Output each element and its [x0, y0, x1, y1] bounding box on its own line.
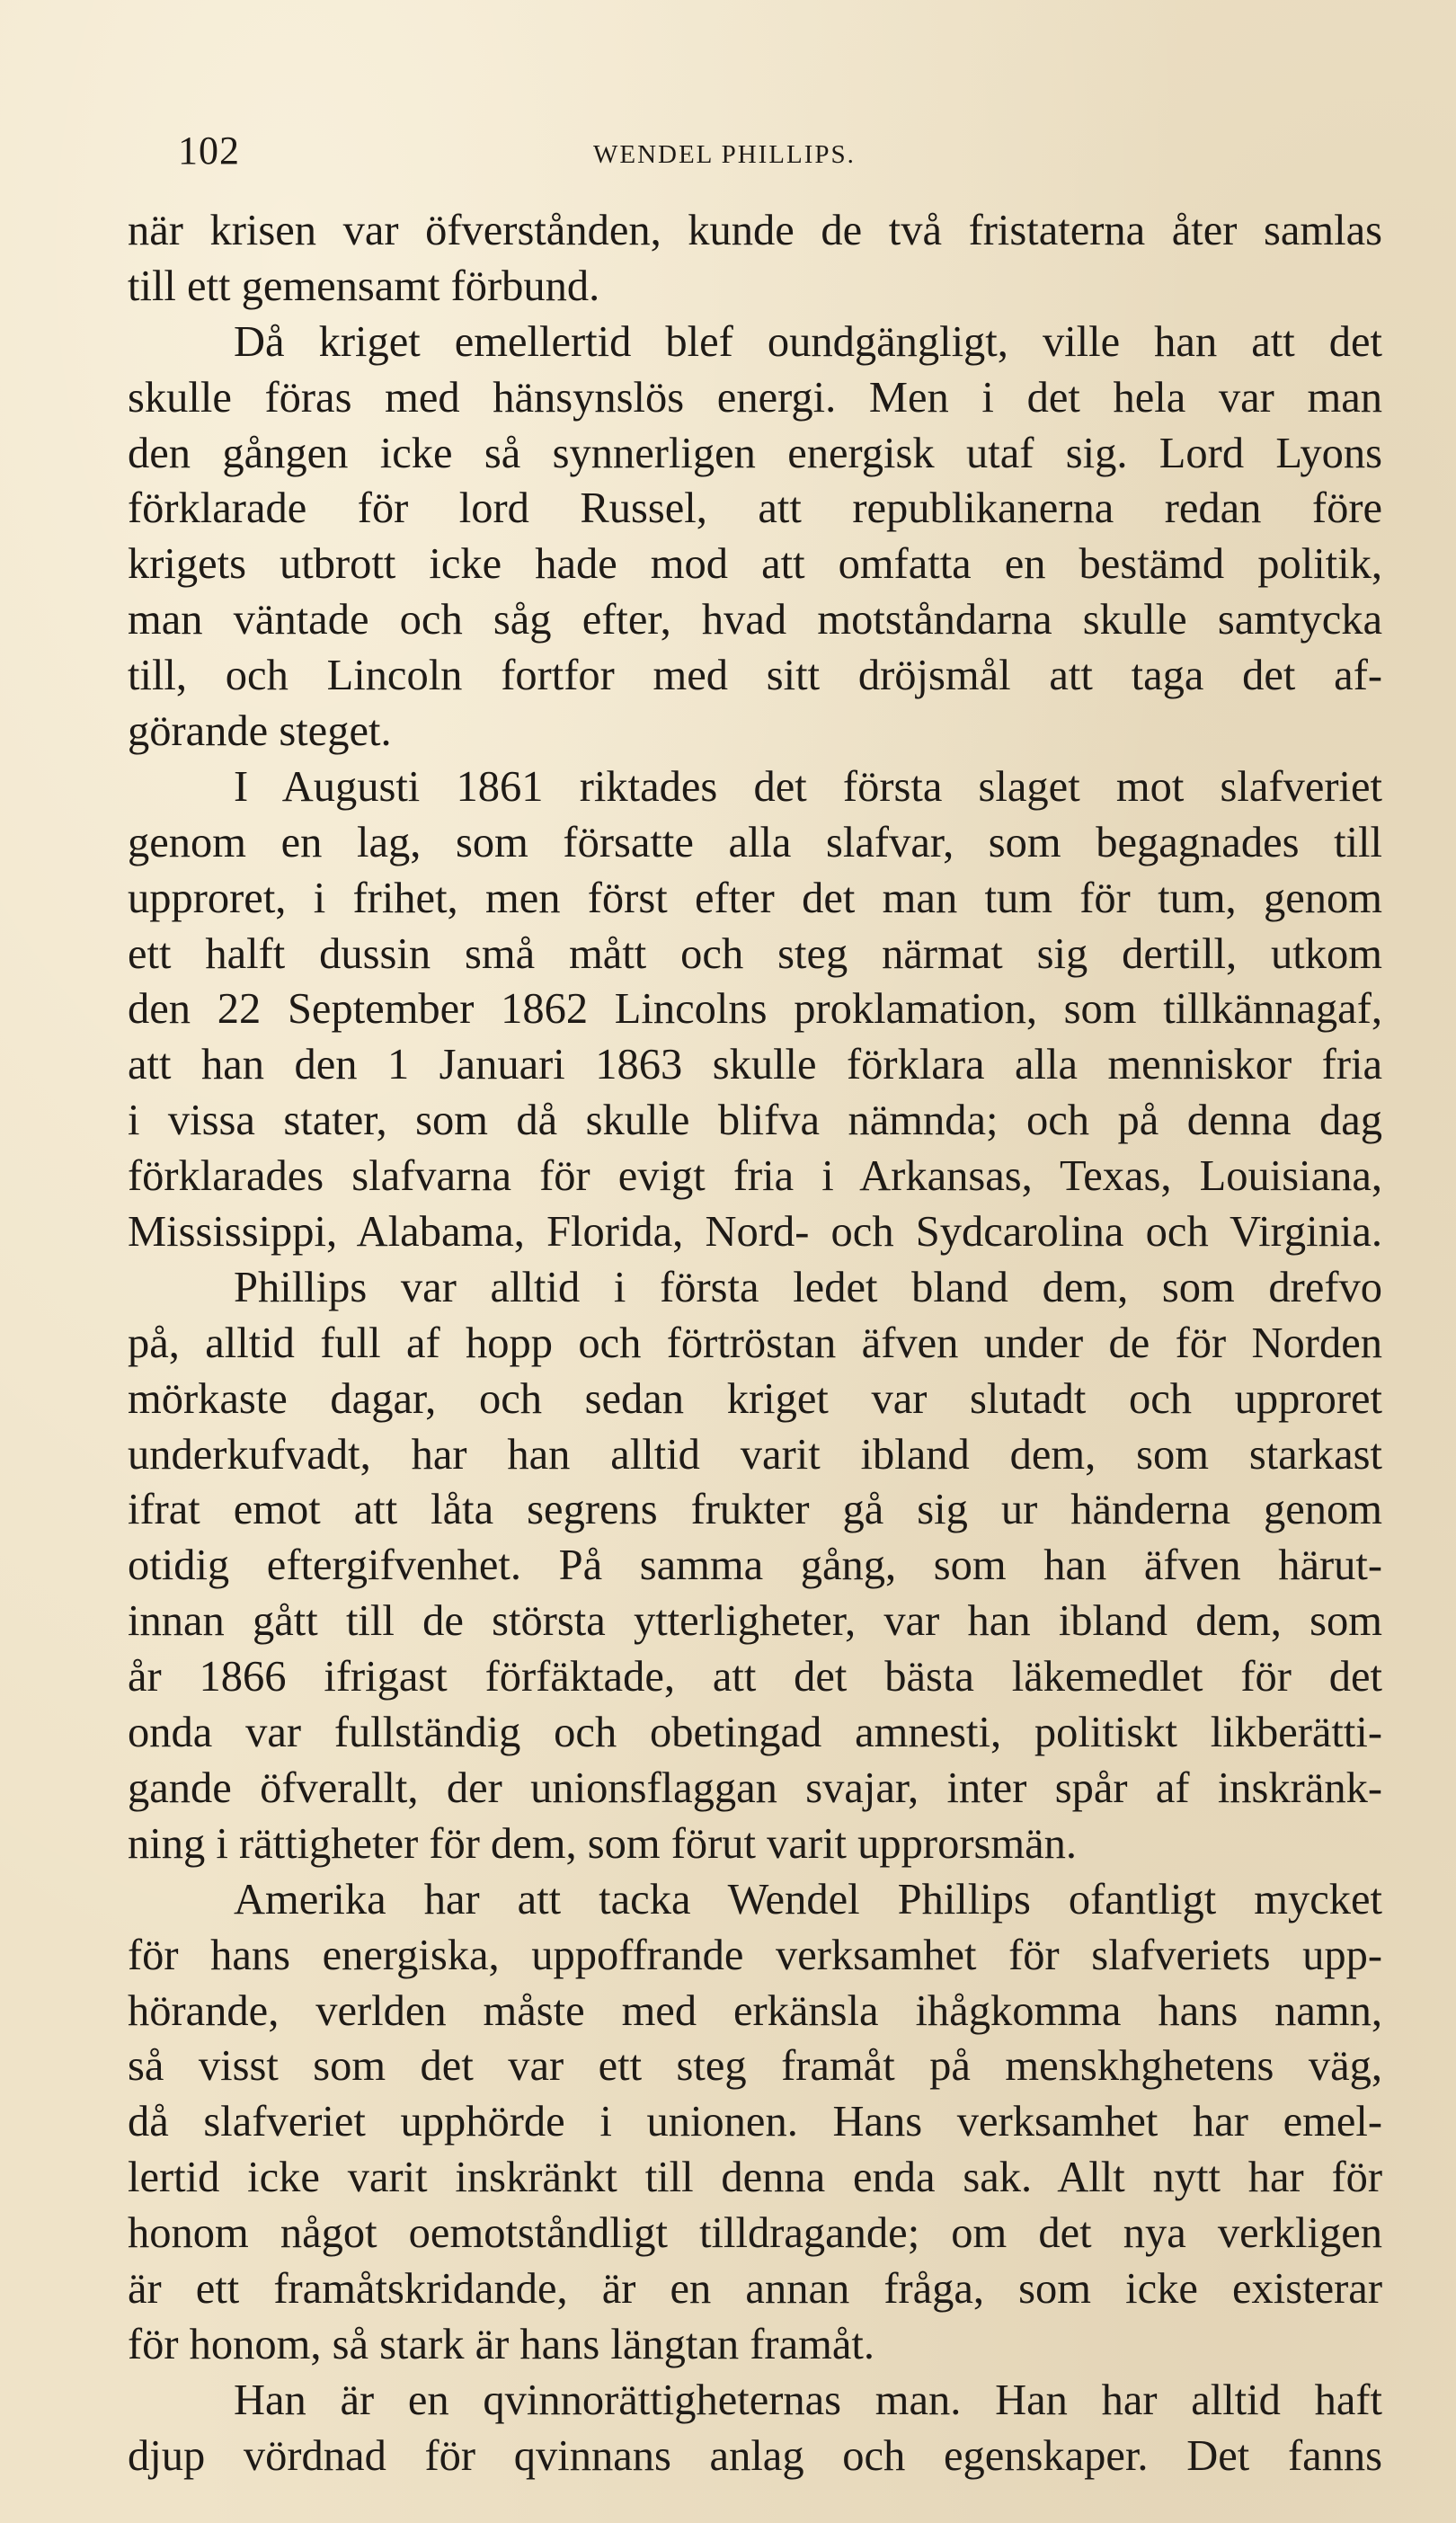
- text-line: Mississippi, Alabama, Florida, Nord- och Sydcarolina och Virginia.: [128, 1208, 1382, 1257]
- paragraph-first-line: Han är en qvinnorättigheternas man. Han har alltid haft: [234, 2376, 1382, 2424]
- text-line: ning i rättigheter för dem, som förut varit upprorsmän.: [128, 1819, 1077, 1868]
- text-line: så visst som det var ett steg framåt på menskhghetens väg,: [128, 2042, 1382, 2091]
- text-line: skulle föras med hänsynslös energi. Men i det hela var man: [128, 373, 1382, 422]
- text-line: krigets utbrott icke hade mod att omfatta en bestämd politik,: [128, 540, 1382, 589]
- body-text: [128, 203, 1382, 2484]
- text-line: på, alltid full af hopp och förtröstan äfven under de för Norden: [128, 1319, 1382, 1367]
- paragraph-first-line: Då kriget emellertid blef oundgängligt, ville han att det: [234, 317, 1382, 366]
- text-line: man väntade och såg efter, hvad motståndarna skulle samtycka: [128, 596, 1382, 644]
- paragraph-first-line: Phillips var alltid i första ledet bland dem, som drefvo: [234, 1263, 1382, 1311]
- text-line: när krisen var öfverstånden, kunde de två fristaterna åter samlas: [128, 207, 1382, 254]
- text-line: mörkaste dagar, och sedan kriget var slutadt och upproret: [128, 1374, 1382, 1423]
- running-title: WENDEL PHILLIPS.: [593, 140, 856, 169]
- text-line: då slafveriet upphörde i unionen. Hans verksamhet har emel-: [128, 2098, 1382, 2146]
- text-line: onda var fullständig och obetingad amnesti, politiskt likberätti-: [128, 1709, 1382, 1757]
- text-line: i vissa stater, som då skulle blifva nämnda; och på denna dag: [128, 1097, 1382, 1145]
- text-line: till, och Lincoln fortfor med sitt dröjsmål att taga det af-: [128, 652, 1382, 700]
- text-line: den 22 September 1862 Lincolns proklamation, som tillkännagaf,: [128, 985, 1382, 1034]
- text-line: görande steget.: [128, 707, 392, 756]
- text-line: honom något oemotståndligt tilldragande; om det nya verkligen: [128, 2209, 1382, 2258]
- text-line: ifrat emot att låta segrens frukter gå sig ur händerna genom: [128, 1486, 1382, 1534]
- text-line: genom en lag, som försatte alla slafvar, som begagnades till: [128, 818, 1382, 866]
- text-line: ett halft dussin små mått och steg närmat sig dertill, utkom: [128, 929, 1382, 978]
- text-line: till ett gemensamt förbund.: [128, 262, 600, 310]
- paragraph-first-line: Amerika har att tacka Wendel Phillips ofantligt mycket: [234, 1875, 1382, 1923]
- text-line: år 1866 ifrigast förfäktade, att det bästa läkemedlet för det: [128, 1653, 1382, 1701]
- text-line: lertid icke varit inskränkt till denna enda sak. Allt nytt har för: [128, 2154, 1382, 2202]
- text-line: för honom, så stark är hans längtan framåt.: [128, 2320, 874, 2368]
- text-line: är ett framåtskridande, är en annan fråga, som icke existerar: [128, 2264, 1382, 2313]
- paragraph-first-line: I Augusti 1861 riktades det första slaget mot slafveriet: [234, 762, 1382, 811]
- page-number: 102: [178, 129, 240, 173]
- text-line: upproret, i frihet, men först efter det man tum för tum, genom: [128, 874, 1382, 922]
- text-line: den gången icke så synnerligen energisk utaf sig. Lord Lyons: [128, 429, 1382, 477]
- text-line: för hans energiska, uppoffrande verksamhet för slafveriets upp-: [128, 1931, 1382, 1979]
- text-line: att han den 1 Januari 1863 skulle förklara alla menniskor fria: [128, 1041, 1382, 1089]
- text-line: förklarade för lord Russel, att republikanerna redan före: [128, 484, 1382, 533]
- text-line: förklarades slafvarna för evigt fria i Arkansas, Texas, Louisiana,: [128, 1152, 1382, 1201]
- text-line: djup vördnad för qvinnans anlag och egenskaper. Det fanns: [128, 2431, 1382, 2480]
- text-line: underkufvadt, har han alltid varit ibland dem, som starkast: [128, 1430, 1382, 1479]
- text-line: gande öfverallt, der unionsflaggan svajar, inter spår af inskränk-: [128, 1763, 1382, 1812]
- text-line: hörande, verlden måste med erkänsla ihågkomma hans namn,: [128, 1986, 1382, 2035]
- text-line: innan gått till de största ytterligheter, var han ibland dem, som: [128, 1597, 1382, 1646]
- running-header: [178, 128, 1274, 182]
- text-line: otidig eftergifvenhet. På samma gång, som han äfven härut-: [128, 1541, 1382, 1590]
